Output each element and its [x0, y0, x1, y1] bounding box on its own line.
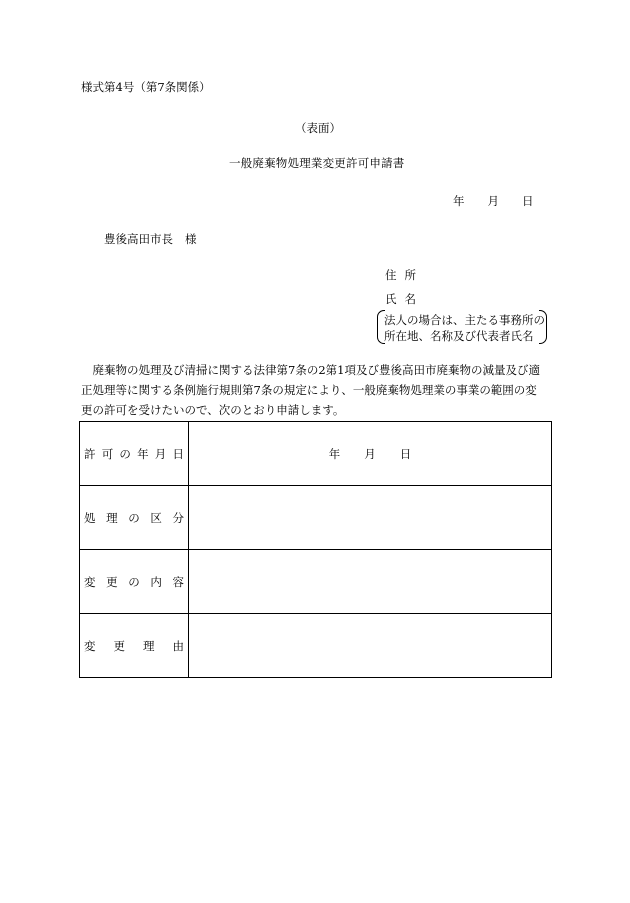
- statement-line: 正処理等に関する条例施行規則第7条の規定により、一般廃棄物処理業の事業の範囲の変: [81, 383, 537, 397]
- corporate-note-line: 法人の場合は、主たる事務所の: [384, 313, 545, 327]
- document-title: 一般廃棄物処理業変更許可申請書: [229, 156, 405, 170]
- table-row-permit-date: [80, 422, 552, 486]
- date-year-label: 年: [453, 194, 465, 208]
- applicant-address-label: 住所: [385, 268, 424, 282]
- addressee: [104, 231, 197, 247]
- application-form-table: [79, 421, 552, 678]
- permit-date-field[interactable]: [189, 422, 552, 486]
- permit-month-label: 月: [364, 446, 376, 461]
- permit-day-label: 日: [399, 446, 412, 461]
- application-statement: [81, 360, 553, 420]
- row-label-text: 変 更 の 内 容: [84, 574, 184, 589]
- form-number: 様式第4号（第7条関係）: [81, 80, 211, 94]
- application-date: [453, 193, 534, 209]
- table-row-processing-category: [80, 486, 552, 550]
- addressee-name: 豊後高田市長: [104, 232, 173, 246]
- row-label: [80, 550, 189, 614]
- applicant-name-label: 氏名: [385, 292, 424, 306]
- row-label-text: 変 更 理 由: [84, 638, 184, 653]
- row-label: [80, 486, 189, 550]
- row-label: [80, 614, 189, 678]
- table-row-change-reason: [80, 614, 552, 678]
- side-label: （表面）: [295, 121, 341, 135]
- change-reason-field[interactable]: [189, 614, 552, 678]
- row-label-text: 処 理 の 区 分: [84, 510, 184, 525]
- change-content-field[interactable]: [189, 550, 552, 614]
- permit-year-label: 年: [328, 446, 341, 461]
- table-row-change-content: [80, 550, 552, 614]
- statement-line: 更の許可を受けたいので、次のとおり申請します。: [81, 403, 345, 417]
- row-label: [80, 422, 189, 486]
- date-month-label: 月: [487, 194, 499, 208]
- date-day-label: 日: [522, 194, 534, 208]
- addressee-honorific: 様: [185, 232, 197, 246]
- processing-category-field[interactable]: [189, 486, 552, 550]
- bracket-right: [539, 310, 547, 344]
- corporate-note-line: 所在地、名称及び代表者氏名: [384, 329, 534, 343]
- row-label-text: 許 可 の 年 月 日: [84, 446, 184, 461]
- corporate-note: [377, 310, 547, 344]
- statement-line: 廃棄物の処理及び清掃に関する法律第7条の2第1項及び豊後高田市廃棄物の減量及び適: [81, 363, 540, 377]
